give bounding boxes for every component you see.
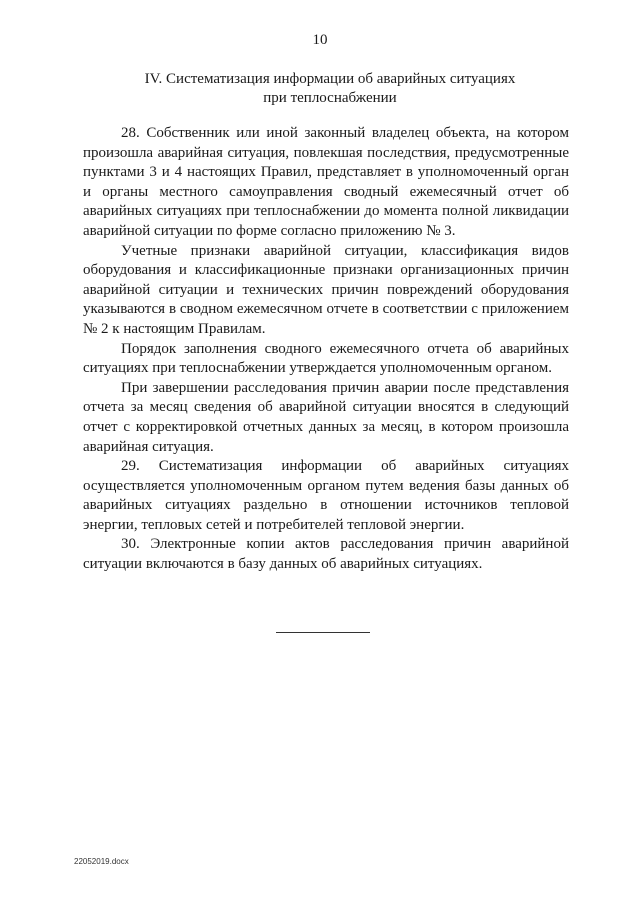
paragraph-29: 29. Систематизация информации об аварийных ситуациях осуществляется уполномоченным органом путем ведения базы данных об аварийных ситуациях раздельно в отношении источников тепловой энергии, тепловых сетей и потребителей тепловой энергии.	[83, 458, 569, 533]
section-title	[90, 70, 570, 108]
section-title-line-1: IV. Систематизация информации об аварийных ситуациях	[144, 71, 516, 87]
section-title-line-2: при теплоснабжении	[263, 90, 397, 106]
document-body	[83, 124, 569, 575]
paragraph-report-procedure: Порядок заполнения сводного ежемесячного отчета об аварийных ситуациях при теплоснабжении утверждается уполномоченным органом.	[83, 340, 569, 377]
paragraph-accounting-features: Учетные признаки аварийной ситуации, классификация видов оборудования и классификационные признаки организационных причин аварийной ситуации и технических причин повреждений оборудования указываются в сводном ежемесячном отчете в соответствии с приложением № 2 к настоящим Правилам.	[83, 242, 569, 337]
paragraph-investigation-completion: При завершении расследования причин аварии после представления отчета за месяц сведения об аварийной ситуации вносятся в следующий отчет с корректировкой отчетных данных за месяц, в котором произошла аварийная ситуация.	[83, 379, 569, 455]
end-of-text-divider	[276, 632, 370, 633]
paragraph-30: 30. Электронные копии актов расследования причин аварийной ситуации включаются в базу данных об аварийных ситуациях.	[83, 536, 569, 573]
page-number: 10	[312, 32, 328, 48]
footer-filename: 22052019.docx	[74, 857, 129, 866]
paragraph-28: 28. Собственник или иной законный владелец объекта, на котором произошла аварийная ситуация, повлекшая последствия, предусмотренные пунктами 3 и 4 настоящих Правил, представляет в уполномоченный орган и органы местного самоуправления сводный ежемесячный отчет об аварийных ситуациях при теплоснабжении до момента полной ликвидации аварийной ситуации по форме согласно приложению № 3.	[83, 125, 569, 239]
